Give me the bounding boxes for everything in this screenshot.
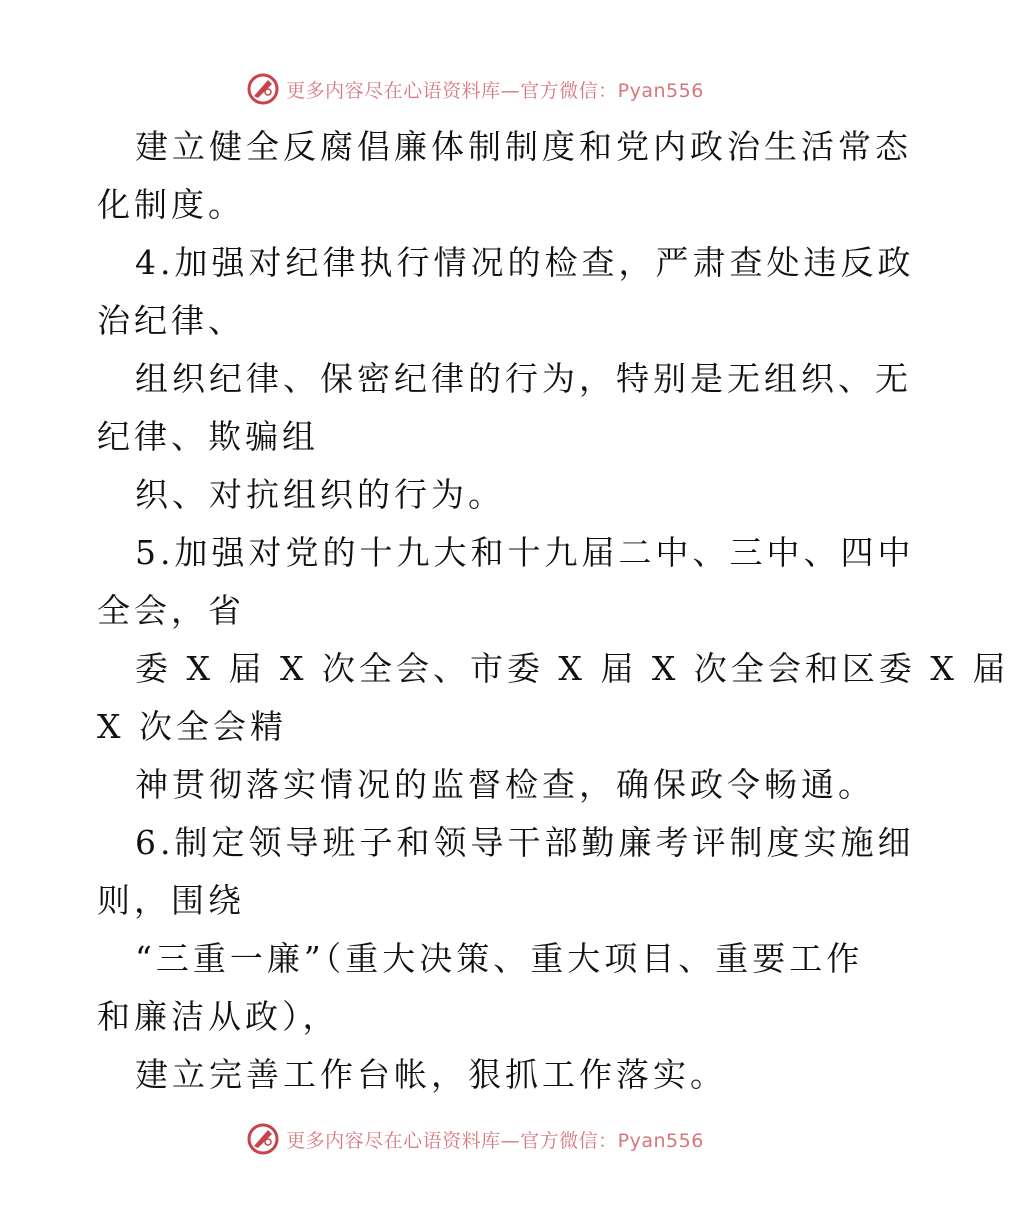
text-line: 5.加强对党的十九大和十九届二中、三中、四中 (135, 533, 915, 572)
text-line: 神贯彻落实情况的监督检查，确保政令畅通。 (135, 765, 875, 804)
text-line: 织、对抗组织的行为。 (135, 475, 505, 514)
quill-logo-icon (246, 1122, 280, 1156)
watermark-text: 更多内容尽在心语资料库—官方微信：Pyan556 (286, 79, 704, 102)
text-line: “三重一廉”（重大决策、重大项目、重要工作 (135, 939, 864, 978)
text-line: 和廉洁从政）， (97, 997, 340, 1036)
text-line: 治纪律、 (97, 301, 245, 340)
text-line: 委 X 届 X 次全会、市委 X 届 X 次全会和区委 X 届 (135, 649, 1009, 688)
text-line: X 次全会精 (97, 707, 287, 746)
footer-watermark (0, 1122, 950, 1156)
header-watermark (0, 72, 950, 106)
watermark-text: 更多内容尽在心语资料库—官方微信：Pyan556 (286, 1129, 704, 1152)
text-line: 纪律、欺骗组 (97, 417, 319, 456)
quill-logo-icon (246, 72, 280, 106)
text-line: 则，围绕 (97, 881, 245, 920)
text-line: 全会，省 (97, 591, 245, 630)
text-line: 6.制定领导班子和领导干部勤廉考评制度实施细 (135, 823, 915, 862)
text-line: 建立健全反腐倡廉体制制度和党内政治生活常态 (135, 127, 912, 166)
text-line: 4.加强对纪律执行情况的检查，严肃查处违反政 (135, 243, 915, 282)
text-line: 建立完善工作台帐，狠抓工作落实。 (135, 1055, 727, 1094)
text-line: 组织纪律、保密纪律的行为，特别是无组织、无 (135, 359, 912, 398)
document-body (97, 118, 1009, 1104)
text-line: 化制度。 (97, 185, 245, 224)
